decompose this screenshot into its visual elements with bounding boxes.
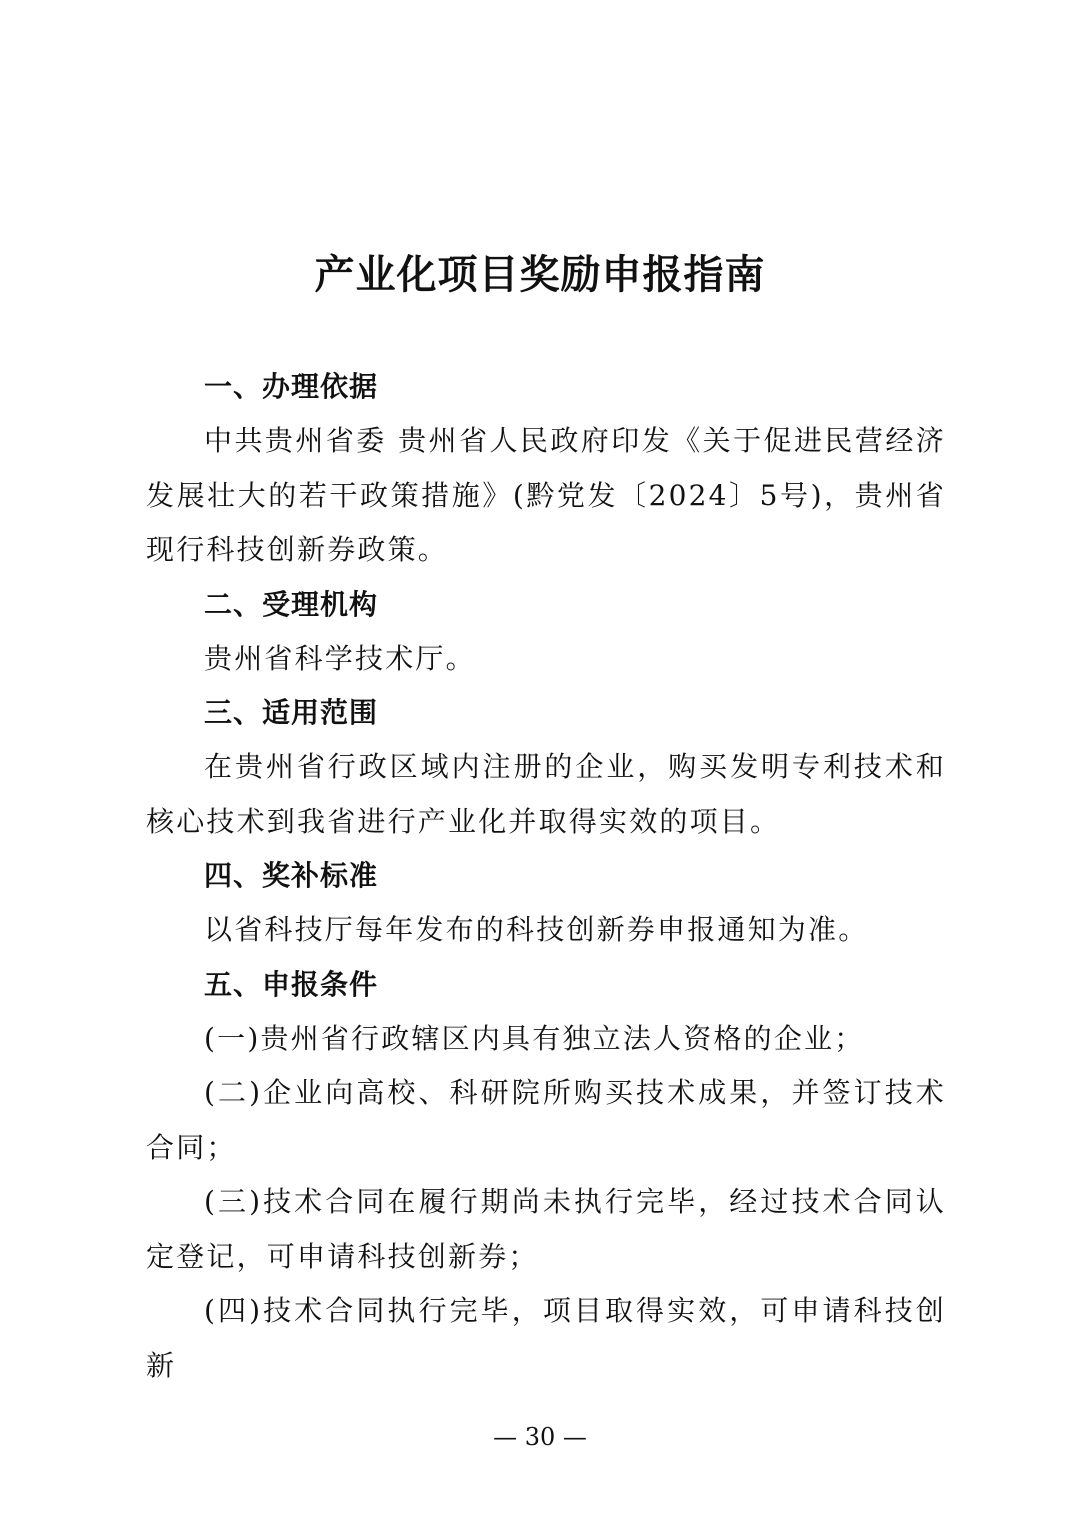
document-body	[146, 360, 946, 1393]
section-heading-conditions: 五、申报条件	[204, 967, 379, 1001]
section-paragraph-basis: 中共贵州省委 贵州省人民政府印发《关于促进民营经济发展壮大的若干政策措施》(黔党发〔2024〕5号)，贵州省现行科技创新券政策。	[146, 424, 946, 566]
section-heading-basis: 一、办理依据	[204, 370, 379, 403]
section-paragraph-standard: 以省科技厅每年发布的科技创新券申报通知为准。	[204, 913, 869, 946]
section-paragraph-scope: 在贵州省行政区域内注册的企业，购买发明专利技术和核心技术到我省进行产业化并取得实效的项目。	[146, 750, 946, 838]
page-number: — 30 —	[493, 1423, 587, 1451]
section-heading-standard: 四、奖补标准	[204, 859, 379, 892]
section-paragraph-agency: 贵州省科学技术厅。	[204, 641, 476, 675]
condition-item-1: (一)贵州省行政辖区内具有独立法人资格的企业；	[204, 1021, 865, 1055]
section-heading-scope: 三、适用范围	[204, 696, 379, 729]
condition-item-2: (二)企业向高校、科研院所购买技术成果，并签订技术合同；	[146, 1076, 946, 1164]
condition-item-3: (三)技术合同在履行期尚未执行完毕，经过技术合同认定登记，可申请科技创新券；	[146, 1185, 946, 1273]
page-title: 产业化项目奖励申报指南	[314, 251, 766, 298]
condition-item-4: (四)技术合同执行完毕，项目取得实效，可申请科技创新	[146, 1294, 946, 1382]
section-heading-agency: 二、受理机构	[204, 587, 379, 621]
